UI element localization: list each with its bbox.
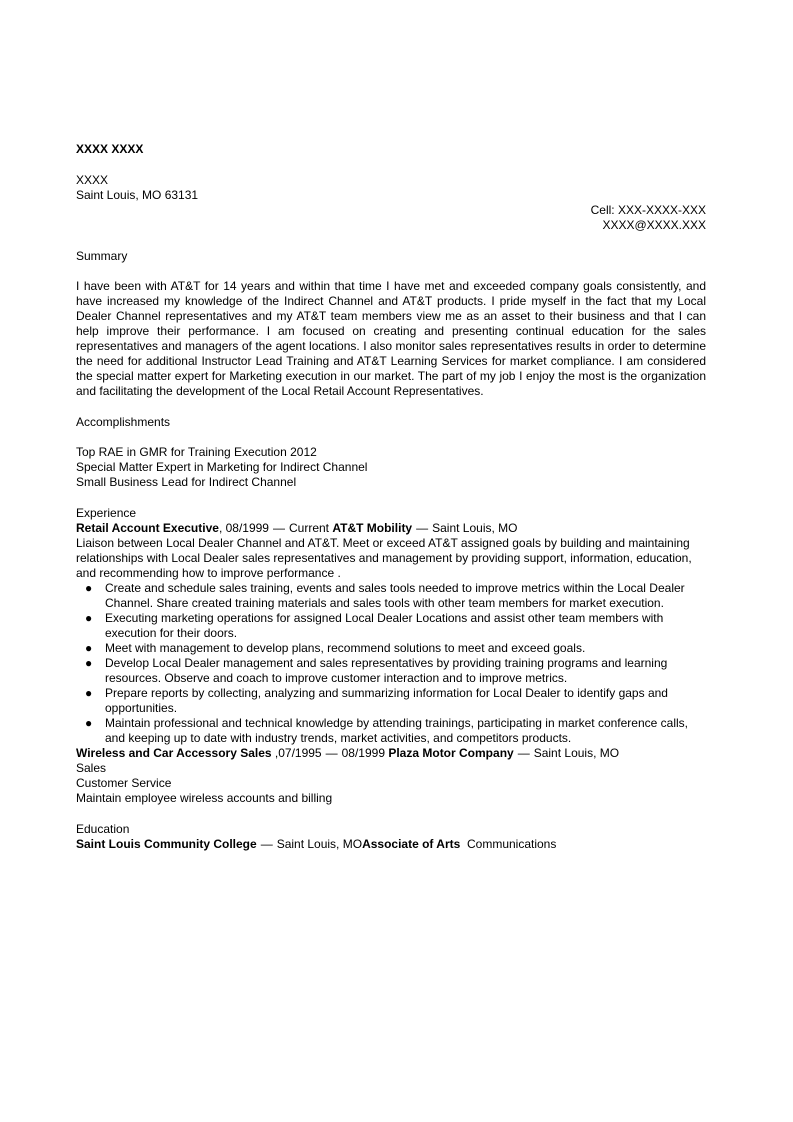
education-heading: Education <box>76 822 130 836</box>
address-line-2: Saint Louis, MO 63131 <box>76 188 199 202</box>
job-current: Current <box>288 521 329 535</box>
dash-separator: — <box>272 521 285 535</box>
job-company: AT&T Mobility <box>332 521 413 535</box>
bullet-icon: ● <box>85 581 93 595</box>
job-title: Wireless and Car Accessory Sales <box>76 746 272 760</box>
job-bullet-list <box>76 581 706 746</box>
dash-separator: — <box>260 837 273 851</box>
list-item: ● Maintain professional and technical knowledge by attending trainings, participating in market conference calls, and keeping up to date with industry trends, market activities, and competitors products. <box>85 716 689 745</box>
school-location: Saint Louis, MO <box>276 837 363 851</box>
school-name: Saint Louis Community College <box>76 837 257 851</box>
job-end-date: 08/1999 <box>341 746 385 760</box>
job-line: Customer Service <box>76 776 172 790</box>
bullet-icon: ● <box>85 686 93 700</box>
experience-heading: Experience <box>76 506 137 520</box>
email: XXXX@XXXX.XXX <box>602 218 706 232</box>
summary-text: I have been with AT&T for 14 years and within that time I have met and exceeded company goals consistently, and have increased my knowledge of the Indirect Channel and AT&T products. I pride myself in the fact that my Local Dealer Channel representatives and my AT&T team members view me as an asset to their business and that I can help improve their performance. I am focused on creating and presenting continual education for the sales representatives and managers of the agent locations. I also monitor sales representatives results in order to determine the need for additional Instructor Lead Training and AT&T Learning Services for market compliance. I am considered the special matter expert for Marketing execution in our market. The part of my job I enjoy the most is the organization and facilitating the development of the Local Retail Account Representatives. <box>76 279 706 398</box>
dash-separator: — <box>325 746 338 760</box>
job-location: Saint Louis, MO <box>432 521 518 535</box>
accomplishment-item: Top RAE in GMR for Training Execution 2012 <box>76 445 317 459</box>
job-company: Plaza Motor Company <box>388 746 514 760</box>
summary-heading: Summary <box>76 249 128 263</box>
accomplishment-item: Special Matter Expert in Marketing for Indirect Channel <box>76 460 368 474</box>
list-item: ● Meet with management to develop plans, recommend solutions to meet and exceed goals. <box>85 641 586 655</box>
bullet-icon: ● <box>85 611 93 625</box>
bullet-icon: ● <box>85 716 93 730</box>
resume-page <box>76 142 706 852</box>
job-line: Sales <box>76 761 107 775</box>
list-item: ● Create and schedule sales training, events and sales tools needed to improve metrics within the Local Dealer Channel. Share created training materials and sales tools with other team members for market execution. <box>85 581 685 610</box>
job-description: Liaison between Local Dealer Channel and AT&T. Meet or exceed AT&T assigned goals by building and maintaining relationships with Local Dealer sales representatives and management by providing support, information, education, and recommending how to improve performance . <box>76 536 692 580</box>
job-dates: , 08/1999 <box>218 521 269 535</box>
education-entry <box>76 837 706 852</box>
list-item: ● Executing marketing operations for assigned Local Dealer Locations and assist other team members with execution for their doors. <box>85 611 664 640</box>
address-line-1: XXXX <box>76 173 109 187</box>
degree: Associate of Arts <box>362 837 461 851</box>
job-header <box>76 746 706 761</box>
bullet-icon: ● <box>85 656 93 670</box>
dash-separator: — <box>416 521 429 535</box>
degree-field: Communications <box>466 837 557 851</box>
job-location: Saint Louis, MO <box>533 746 620 760</box>
cell-phone: Cell: XXX-XXXX-XXX <box>590 203 706 217</box>
accomplishment-item: Small Business Lead for Indirect Channel <box>76 475 297 489</box>
accomplishments-heading: Accomplishments <box>76 415 171 429</box>
list-item: ● Prepare reports by collecting, analyzing and summarizing information for Local Dealer to identify gaps and opportunities. <box>85 686 668 715</box>
job-line: Maintain employee wireless accounts and billing <box>76 791 333 805</box>
dash-separator: — <box>517 746 530 760</box>
list-item: ● Develop Local Dealer management and sales representatives by providing training programs and learning resources. Observe and coach to improve customer interaction and to improve metrics. <box>85 656 668 685</box>
job-title: Retail Account Executive <box>76 521 219 535</box>
bullet-icon: ● <box>85 641 93 655</box>
candidate-name: XXXX XXXX <box>76 142 144 156</box>
job-dates: ,07/1995 <box>271 746 322 760</box>
job-header <box>76 521 706 536</box>
